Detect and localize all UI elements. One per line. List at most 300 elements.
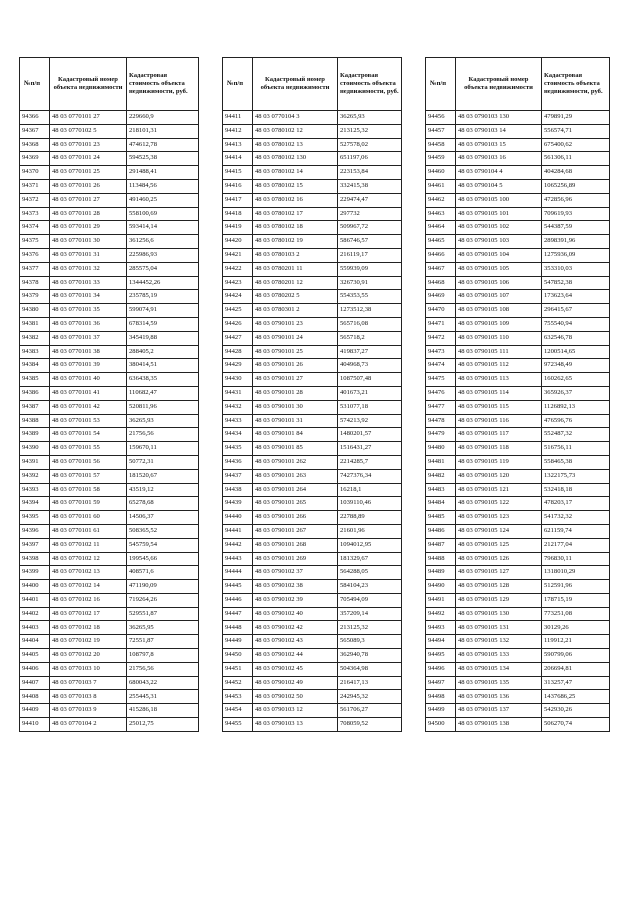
table-row bbox=[426, 235, 610, 249]
cadastral-number: 48 03 0780102 16 bbox=[253, 193, 338, 207]
cadastral-number: 48 03 0790101 26 bbox=[253, 359, 338, 373]
cadastral-number: 48 03 0770102 19 bbox=[50, 635, 127, 649]
cadastral-number: 48 03 0790101 27 bbox=[253, 373, 338, 387]
cadastral-value: 476596,76 bbox=[542, 414, 610, 428]
table-row bbox=[426, 649, 610, 663]
table-row bbox=[223, 635, 402, 649]
cadastral-value: 556574,71 bbox=[542, 124, 610, 138]
header-cadastral-number: Кадастровый номер объекта недвижимости bbox=[253, 58, 338, 111]
row-number: 94415 bbox=[223, 166, 253, 180]
cadastral-value: 113484,56 bbox=[127, 179, 199, 193]
cadastral-value: 297732 bbox=[338, 207, 402, 221]
cadastral-number: 48 03 0770103 8 bbox=[50, 690, 127, 704]
cadastral-value: 229474,47 bbox=[338, 193, 402, 207]
table-row bbox=[20, 248, 199, 262]
cadastral-value: 636438,35 bbox=[127, 373, 199, 387]
cadastral-value: 419837,27 bbox=[338, 345, 402, 359]
row-number: 94397 bbox=[20, 538, 50, 552]
cadastral-number: 48 03 0790105 110 bbox=[456, 331, 542, 345]
table-row bbox=[20, 428, 199, 442]
row-number: 94373 bbox=[20, 207, 50, 221]
table-row bbox=[223, 704, 402, 718]
cadastral-value: 345419,88 bbox=[127, 331, 199, 345]
table-row bbox=[223, 524, 402, 538]
cadastral-number: 48 03 0780102 130 bbox=[253, 152, 338, 166]
cadastral-number: 48 03 0770101 33 bbox=[50, 276, 127, 290]
row-number: 94396 bbox=[20, 524, 50, 538]
cadastral-value: 119912,21 bbox=[542, 635, 610, 649]
row-number: 94497 bbox=[426, 676, 456, 690]
cadastral-number: 48 03 0790105 106 bbox=[456, 276, 542, 290]
table-row bbox=[20, 455, 199, 469]
table-row bbox=[223, 317, 402, 331]
row-number: 94485 bbox=[426, 511, 456, 525]
cadastral-value: 36265,95 bbox=[127, 621, 199, 635]
table-row bbox=[20, 276, 199, 290]
cadastral-value: 30129,26 bbox=[542, 621, 610, 635]
cadastral-number: 48 03 0790101 262 bbox=[253, 455, 338, 469]
row-number: 94447 bbox=[223, 607, 253, 621]
table-row bbox=[20, 676, 199, 690]
table-row bbox=[20, 317, 199, 331]
cadastral-number: 48 03 0780102 14 bbox=[253, 166, 338, 180]
header-number: №п/п bbox=[426, 58, 456, 111]
cadastral-number: 48 03 0790105 138 bbox=[456, 718, 542, 732]
cadastral-value: 25012,75 bbox=[127, 718, 199, 732]
cadastral-value: 404284,68 bbox=[542, 166, 610, 180]
cadastral-number: 48 03 0780102 12 bbox=[253, 124, 338, 138]
cadastral-value: 21756,56 bbox=[127, 428, 199, 442]
cadastral-number: 48 03 0790103 13 bbox=[253, 718, 338, 732]
cadastral-number: 48 03 0780202 5 bbox=[253, 290, 338, 304]
cadastral-value: 491460,25 bbox=[127, 193, 199, 207]
cadastral-value: 471190,09 bbox=[127, 580, 199, 594]
table-row bbox=[223, 580, 402, 594]
cadastral-number: 48 03 0790105 105 bbox=[456, 262, 542, 276]
cadastral-value: 178715,19 bbox=[542, 593, 610, 607]
table-row bbox=[223, 138, 402, 152]
cadastral-value: 1480201,57 bbox=[338, 428, 402, 442]
cadastral-value: 212177,04 bbox=[542, 538, 610, 552]
cadastral-value: 357209,14 bbox=[338, 607, 402, 621]
cadastral-number: 48 03 0770101 61 bbox=[50, 524, 127, 538]
cadastral-number: 48 03 0790101 84 bbox=[253, 428, 338, 442]
row-number: 94478 bbox=[426, 414, 456, 428]
cadastral-value: 36265,93 bbox=[127, 414, 199, 428]
row-number: 94377 bbox=[20, 262, 50, 276]
cadastral-value: 181329,67 bbox=[338, 552, 402, 566]
table-row bbox=[426, 718, 610, 732]
cadastral-value: 516756,11 bbox=[542, 442, 610, 456]
cadastral-value: 361256,6 bbox=[127, 235, 199, 249]
table-row bbox=[223, 179, 402, 193]
cadastral-number: 48 03 0790103 14 bbox=[456, 124, 542, 138]
cadastral-number: 48 03 0770102 12 bbox=[50, 552, 127, 566]
cadastral-value: 594525,38 bbox=[127, 152, 199, 166]
cadastral-number: 48 03 0790105 128 bbox=[456, 580, 542, 594]
table-row bbox=[426, 497, 610, 511]
cadastral-value: 216119,17 bbox=[338, 248, 402, 262]
table-row bbox=[20, 607, 199, 621]
cadastral-number: 48 03 0770102 5 bbox=[50, 124, 127, 138]
table-row bbox=[426, 193, 610, 207]
cadastral-value: 559939,09 bbox=[338, 262, 402, 276]
row-number: 94437 bbox=[223, 469, 253, 483]
row-number: 94455 bbox=[223, 718, 253, 732]
cadastral-value: 512591,96 bbox=[542, 580, 610, 594]
cadastral-number: 48 03 0770101 60 bbox=[50, 511, 127, 525]
table-row bbox=[426, 400, 610, 414]
table-row bbox=[426, 690, 610, 704]
cadastral-number: 48 03 0770102 13 bbox=[50, 566, 127, 580]
table-row bbox=[223, 483, 402, 497]
table-row bbox=[223, 593, 402, 607]
cadastral-value: 216417,13 bbox=[338, 676, 402, 690]
table-row bbox=[20, 469, 199, 483]
header-cadastral-value: Кадастровая стоимость объекта недвижимости, руб. bbox=[338, 58, 402, 111]
row-number: 94434 bbox=[223, 428, 253, 442]
cadastral-number: 48 03 0780201 11 bbox=[253, 262, 338, 276]
cadastral-number: 48 03 0790103 12 bbox=[253, 704, 338, 718]
cadastral-number: 48 03 0770101 30 bbox=[50, 235, 127, 249]
cadastral-number: 48 03 0790105 123 bbox=[456, 511, 542, 525]
row-number: 94394 bbox=[20, 497, 50, 511]
row-number: 94499 bbox=[426, 704, 456, 718]
row-number: 94423 bbox=[223, 276, 253, 290]
cadastral-value: 296415,67 bbox=[542, 304, 610, 318]
cadastral-number: 48 03 0770101 26 bbox=[50, 179, 127, 193]
cadastral-value: 159670,11 bbox=[127, 442, 199, 456]
cadastral-number: 48 03 0770101 25 bbox=[50, 166, 127, 180]
table-row bbox=[223, 497, 402, 511]
row-number: 94483 bbox=[426, 483, 456, 497]
table-row bbox=[20, 359, 199, 373]
table-row bbox=[223, 649, 402, 663]
row-number: 94454 bbox=[223, 704, 253, 718]
cadastral-value: 229660,9 bbox=[127, 111, 199, 125]
cadastral-number: 48 03 0790102 50 bbox=[253, 690, 338, 704]
row-number: 94414 bbox=[223, 152, 253, 166]
cadastral-number: 48 03 0790105 126 bbox=[456, 552, 542, 566]
cadastral-table-3 bbox=[425, 57, 610, 732]
cadastral-value: 678314,59 bbox=[127, 317, 199, 331]
cadastral-value: 552487,32 bbox=[542, 428, 610, 442]
row-number: 94413 bbox=[223, 138, 253, 152]
cadastral-value: 632546,78 bbox=[542, 331, 610, 345]
row-number: 94405 bbox=[20, 649, 50, 663]
cadastral-value: 173623,64 bbox=[542, 290, 610, 304]
cadastral-number: 48 03 0790102 45 bbox=[253, 662, 338, 676]
table-row bbox=[223, 442, 402, 456]
row-number: 94440 bbox=[223, 511, 253, 525]
table-row bbox=[426, 111, 610, 125]
cadastral-value: 972348,49 bbox=[542, 359, 610, 373]
table-row bbox=[223, 111, 402, 125]
cadastral-value: 2898391,96 bbox=[542, 235, 610, 249]
table-row bbox=[223, 193, 402, 207]
table-row bbox=[223, 235, 402, 249]
row-number: 94404 bbox=[20, 635, 50, 649]
cadastral-value: 599074,91 bbox=[127, 304, 199, 318]
table-row bbox=[223, 676, 402, 690]
cadastral-value: 223153,84 bbox=[338, 166, 402, 180]
table-row bbox=[20, 718, 199, 732]
row-number: 94487 bbox=[426, 538, 456, 552]
cadastral-number: 48 03 0770101 37 bbox=[50, 331, 127, 345]
table-row bbox=[426, 662, 610, 676]
row-number: 94465 bbox=[426, 235, 456, 249]
cadastral-number: 48 03 0790104 5 bbox=[456, 179, 542, 193]
cadastral-number: 48 03 0770101 54 bbox=[50, 428, 127, 442]
cadastral-number: 48 03 0790101 24 bbox=[253, 331, 338, 345]
table-row bbox=[426, 262, 610, 276]
row-number: 94468 bbox=[426, 276, 456, 290]
row-number: 94429 bbox=[223, 359, 253, 373]
cadastral-value: 1039110,46 bbox=[338, 497, 402, 511]
table-row bbox=[20, 207, 199, 221]
row-number: 94456 bbox=[426, 111, 456, 125]
cadastral-number: 48 03 0790103 16 bbox=[456, 152, 542, 166]
cadastral-number: 48 03 0790101 266 bbox=[253, 511, 338, 525]
row-number: 94402 bbox=[20, 607, 50, 621]
cadastral-number: 48 03 0790101 85 bbox=[253, 442, 338, 456]
cadastral-value: 561306,11 bbox=[542, 152, 610, 166]
cadastral-value: 708059,52 bbox=[338, 718, 402, 732]
cadastral-number: 48 03 0770102 18 bbox=[50, 621, 127, 635]
cadastral-value: 565089,3 bbox=[338, 635, 402, 649]
cadastral-number: 48 03 0790105 137 bbox=[456, 704, 542, 718]
cadastral-number: 48 03 0770102 17 bbox=[50, 607, 127, 621]
table-row bbox=[20, 690, 199, 704]
row-number: 94428 bbox=[223, 345, 253, 359]
table-row bbox=[223, 248, 402, 262]
cadastral-value: 508365,52 bbox=[127, 524, 199, 538]
row-number: 94451 bbox=[223, 662, 253, 676]
table-row bbox=[426, 483, 610, 497]
cadastral-value: 16218,1 bbox=[338, 483, 402, 497]
cadastral-number: 48 03 0790101 25 bbox=[253, 345, 338, 359]
row-number: 94426 bbox=[223, 317, 253, 331]
cadastral-number: 48 03 0770101 36 bbox=[50, 317, 127, 331]
cadastral-value: 206694,81 bbox=[542, 662, 610, 676]
table-row bbox=[20, 290, 199, 304]
cadastral-number: 48 03 0770101 27 bbox=[50, 111, 127, 125]
cadastral-value: 479891,29 bbox=[542, 111, 610, 125]
row-number: 94376 bbox=[20, 248, 50, 262]
cadastral-number: 48 03 0790101 23 bbox=[253, 317, 338, 331]
table-row bbox=[426, 304, 610, 318]
cadastral-number: 48 03 0770101 39 bbox=[50, 359, 127, 373]
table-row bbox=[20, 414, 199, 428]
cadastral-value: 544387,59 bbox=[542, 221, 610, 235]
row-number: 94398 bbox=[20, 552, 50, 566]
cadastral-number: 48 03 0790102 39 bbox=[253, 593, 338, 607]
cadastral-value: 326730,91 bbox=[338, 276, 402, 290]
cadastral-value: 332415,38 bbox=[338, 179, 402, 193]
row-number: 94438 bbox=[223, 483, 253, 497]
cadastral-value: 1065256,89 bbox=[542, 179, 610, 193]
cadastral-number: 48 03 0790105 103 bbox=[456, 235, 542, 249]
table-row bbox=[20, 649, 199, 663]
table-row bbox=[20, 511, 199, 525]
table-row bbox=[426, 373, 610, 387]
row-number: 94480 bbox=[426, 442, 456, 456]
cadastral-value: 506270,74 bbox=[542, 718, 610, 732]
cadastral-value: 1516431,27 bbox=[338, 442, 402, 456]
cadastral-number: 48 03 0790105 107 bbox=[456, 290, 542, 304]
cadastral-value: 225986,93 bbox=[127, 248, 199, 262]
table-row bbox=[426, 538, 610, 552]
row-number: 94448 bbox=[223, 621, 253, 635]
table-row bbox=[20, 262, 199, 276]
cadastral-number: 48 03 0770103 10 bbox=[50, 662, 127, 676]
row-number: 94385 bbox=[20, 373, 50, 387]
row-number: 94453 bbox=[223, 690, 253, 704]
cadastral-value: 291488,41 bbox=[127, 166, 199, 180]
cadastral-value: 545759,54 bbox=[127, 538, 199, 552]
table-row bbox=[223, 718, 402, 732]
row-number: 94388 bbox=[20, 414, 50, 428]
cadastral-number: 48 03 0770102 20 bbox=[50, 649, 127, 663]
row-number: 94435 bbox=[223, 442, 253, 456]
cadastral-value: 404968,73 bbox=[338, 359, 402, 373]
cadastral-value: 242945,32 bbox=[338, 690, 402, 704]
row-number: 94464 bbox=[426, 221, 456, 235]
cadastral-number: 48 03 0790105 119 bbox=[456, 455, 542, 469]
row-number: 94473 bbox=[426, 345, 456, 359]
row-number: 94444 bbox=[223, 566, 253, 580]
table-row bbox=[223, 290, 402, 304]
cadastral-number: 48 03 0790101 267 bbox=[253, 524, 338, 538]
cadastral-number: 48 03 0790102 40 bbox=[253, 607, 338, 621]
header-cadastral-value: Кадастровая стоимость объекта недвижимости, руб. bbox=[127, 58, 199, 111]
cadastral-value: 21756,56 bbox=[127, 662, 199, 676]
cadastral-number: 48 03 0780102 17 bbox=[253, 207, 338, 221]
cadastral-number: 48 03 0790105 116 bbox=[456, 414, 542, 428]
row-number: 94461 bbox=[426, 179, 456, 193]
row-number: 94467 bbox=[426, 262, 456, 276]
cadastral-number: 48 03 0790101 28 bbox=[253, 386, 338, 400]
row-number: 94493 bbox=[426, 621, 456, 635]
table-row bbox=[223, 414, 402, 428]
cadastral-number: 48 03 0770101 23 bbox=[50, 138, 127, 152]
cadastral-value: 235785,19 bbox=[127, 290, 199, 304]
cadastral-number: 48 03 0770101 53 bbox=[50, 414, 127, 428]
cadastral-value: 547852,38 bbox=[542, 276, 610, 290]
table-row bbox=[426, 676, 610, 690]
cadastral-number: 48 03 0790105 125 bbox=[456, 538, 542, 552]
row-number: 94484 bbox=[426, 497, 456, 511]
table-row bbox=[223, 455, 402, 469]
row-number: 94469 bbox=[426, 290, 456, 304]
cadastral-number: 48 03 0790105 133 bbox=[456, 649, 542, 663]
header-number: №п/п bbox=[223, 58, 253, 111]
table-row bbox=[223, 345, 402, 359]
cadastral-number: 48 03 0790102 37 bbox=[253, 566, 338, 580]
cadastral-table-2 bbox=[222, 57, 402, 732]
table-row bbox=[426, 635, 610, 649]
cadastral-value: 651197,06 bbox=[338, 152, 402, 166]
table-row bbox=[223, 607, 402, 621]
cadastral-value: 1200514,65 bbox=[542, 345, 610, 359]
cadastral-number: 48 03 0770101 31 bbox=[50, 248, 127, 262]
cadastral-value: 160262,65 bbox=[542, 373, 610, 387]
row-number: 94443 bbox=[223, 552, 253, 566]
cadastral-number: 48 03 0770101 34 bbox=[50, 290, 127, 304]
table-row bbox=[223, 621, 402, 635]
row-number: 94491 bbox=[426, 593, 456, 607]
row-number: 94432 bbox=[223, 400, 253, 414]
table-row bbox=[426, 166, 610, 180]
table-row bbox=[223, 511, 402, 525]
table-row bbox=[426, 138, 610, 152]
table-row bbox=[426, 124, 610, 138]
cadastral-number: 48 03 0790103 130 bbox=[456, 111, 542, 125]
row-number: 94496 bbox=[426, 662, 456, 676]
row-number: 94410 bbox=[20, 718, 50, 732]
cadastral-value: 709619,93 bbox=[542, 207, 610, 221]
cadastral-number: 48 03 0790105 120 bbox=[456, 469, 542, 483]
cadastral-value: 50772,31 bbox=[127, 455, 199, 469]
row-number: 94427 bbox=[223, 331, 253, 345]
row-number: 94374 bbox=[20, 221, 50, 235]
cadastral-number: 48 03 0790105 117 bbox=[456, 428, 542, 442]
row-number: 94409 bbox=[20, 704, 50, 718]
cadastral-value: 22788,89 bbox=[338, 511, 402, 525]
table-row bbox=[20, 235, 199, 249]
cadastral-value: 586746,57 bbox=[338, 235, 402, 249]
table-row bbox=[426, 179, 610, 193]
cadastral-number: 48 03 0790102 44 bbox=[253, 649, 338, 663]
table-row bbox=[20, 111, 199, 125]
cadastral-value: 773251,08 bbox=[542, 607, 610, 621]
row-number: 94474 bbox=[426, 359, 456, 373]
cadastral-number: 48 03 0780102 19 bbox=[253, 235, 338, 249]
cadastral-value: 1087507,48 bbox=[338, 373, 402, 387]
table-row bbox=[20, 221, 199, 235]
row-number: 94387 bbox=[20, 400, 50, 414]
row-number: 94380 bbox=[20, 304, 50, 318]
table-row bbox=[20, 566, 199, 580]
cadastral-value: 529551,87 bbox=[127, 607, 199, 621]
cadastral-value: 554353,55 bbox=[338, 290, 402, 304]
table-row bbox=[426, 414, 610, 428]
row-number: 94421 bbox=[223, 248, 253, 262]
cadastral-number: 48 03 0770102 14 bbox=[50, 580, 127, 594]
table-row bbox=[426, 345, 610, 359]
row-number: 94430 bbox=[223, 373, 253, 387]
cadastral-number: 48 03 0780201 12 bbox=[253, 276, 338, 290]
cadastral-number: 48 03 0770101 28 bbox=[50, 207, 127, 221]
cadastral-number: 48 03 0790102 38 bbox=[253, 580, 338, 594]
table-row bbox=[426, 552, 610, 566]
cadastral-number: 48 03 0790105 100 bbox=[456, 193, 542, 207]
cadastral-number: 48 03 0780102 18 bbox=[253, 221, 338, 235]
cadastral-number: 48 03 0790105 104 bbox=[456, 248, 542, 262]
row-number: 94459 bbox=[426, 152, 456, 166]
cadastral-table-1 bbox=[19, 57, 199, 732]
cadastral-number: 48 03 0790105 111 bbox=[456, 345, 542, 359]
row-number: 94422 bbox=[223, 262, 253, 276]
table-row bbox=[20, 704, 199, 718]
row-number: 94366 bbox=[20, 111, 50, 125]
cadastral-number: 48 03 0790105 118 bbox=[456, 442, 542, 456]
table-row bbox=[426, 511, 610, 525]
row-number: 94471 bbox=[426, 317, 456, 331]
row-number: 94498 bbox=[426, 690, 456, 704]
table-row bbox=[223, 262, 402, 276]
table-row bbox=[20, 138, 199, 152]
